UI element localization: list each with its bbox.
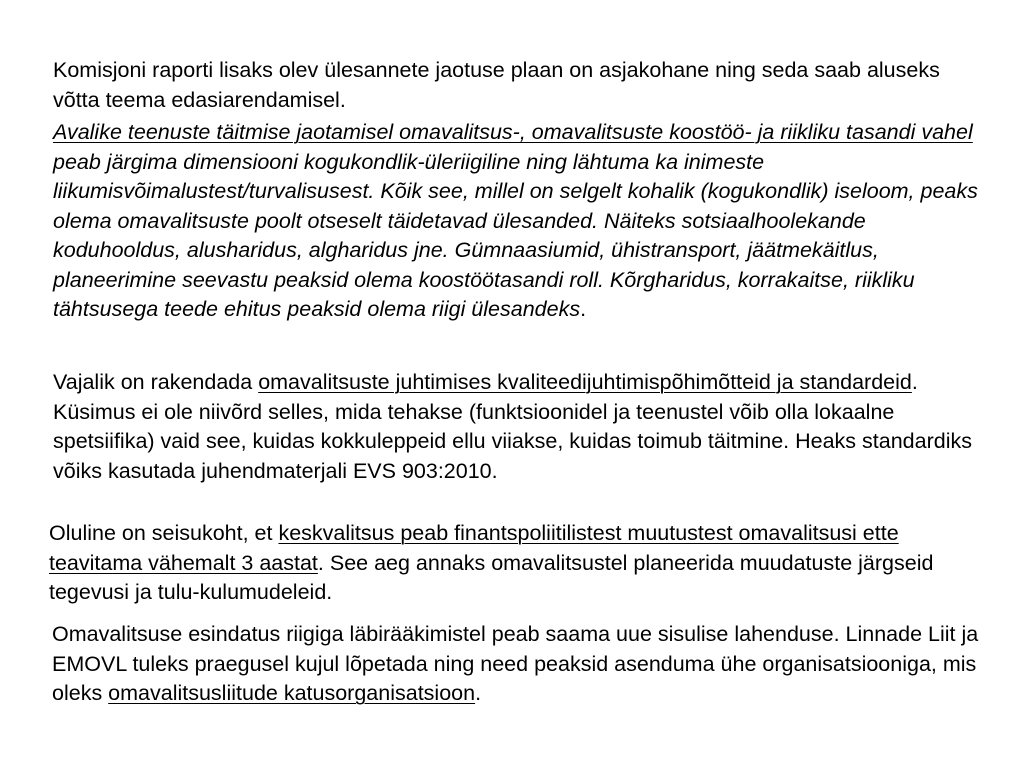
paragraph-avalike-teenuste-jaotamine [53, 118, 983, 325]
paragraph-finantspoliitika [49, 519, 984, 608]
paragraph-end: . [580, 297, 587, 321]
paragraph-text-before: Oluline on seisukoht, et [49, 521, 279, 545]
paragraph-text: Komisjoni raporti lisaks olev ülesannete jaotuse plaan on asjakohane ning seda saab aluseks võtta teema edasiarendamisel. [53, 58, 940, 112]
paragraph-text-before: Omavalitsuse esindatus riigiga läbirääkimistel peab saama uue sisulise lahenduse. Linnade Liit ja EMOVL tuleks praegusel kujul lõpetada ning need peaksid asenduma ühe organisatsiooniga, mis oleks [52, 622, 979, 705]
paragraph-emphasis [53, 120, 978, 321]
paragraph-ulesannete-jaotus [53, 56, 983, 115]
underlined-phrase: omavalitsusliitude katusorganisatsioon [108, 681, 476, 705]
paragraph-text-before: Vajalik on rakendada [53, 370, 259, 394]
underlined-phrase: omavalitsuste juhtimises kvaliteedijuhtimispõhimõtteid ja standardeid [258, 370, 912, 394]
paragraph-omavalitsuse-esindatus [52, 620, 982, 709]
underlined-phrase: Avalike teenuste täitmise jaotamisel omavalitsus-, omavalitsuste koostöö- ja riikliku tasandi vahel [53, 120, 973, 144]
paragraph-text-after: . See aeg annaks omavalitsustel planeerida muudatuste järgseid tegevusi ja tulu-kulumudeleid. [49, 550, 934, 604]
paragraph-kvaliteedijuhtimine [53, 368, 983, 486]
paragraph-text: peab järgima dimensiooni kogukondlik-üleriigiline ning lähtuma ka inimeste liikumisvõimalustest/turvalisusest. Kõik see, millel on selgelt kohalik (kogukondlik) iseloom, peaks olema omavalitsuste poolt otseselt täidetavad ülesanded. Näiteks sotsiaalhoolekande koduhooldus, alusharidus, algharidus jne. Gümnaasiumid, ühistransport, jäätmekäitlus, planeerimine seevastu peaksid olema koostöötasandi roll. Kõrgharidus, korrakaitse, riikliku tähtsusega teede ehitus peaksid olema riigi ülesandeks [53, 149, 978, 321]
paragraph-text-after: . [475, 681, 482, 705]
underlined-phrase: keskvalitsus peab finantspoliitilistest muutustest omavalitsusi ette teavitama vähemalt 3 aastat [49, 521, 899, 575]
paragraph-text-after: . Küsimus ei ole niivõrd selles, mida tehakse (funktsioonidel ja teenustel võib olla lokaalne spetsiifika) vaid see, kuidas kokkuleppeid ellu viiakse, kuidas toimub täitmine. Heaks standardiks võiks kasutada juhendmaterjali EVS 903:2010. [53, 370, 972, 483]
